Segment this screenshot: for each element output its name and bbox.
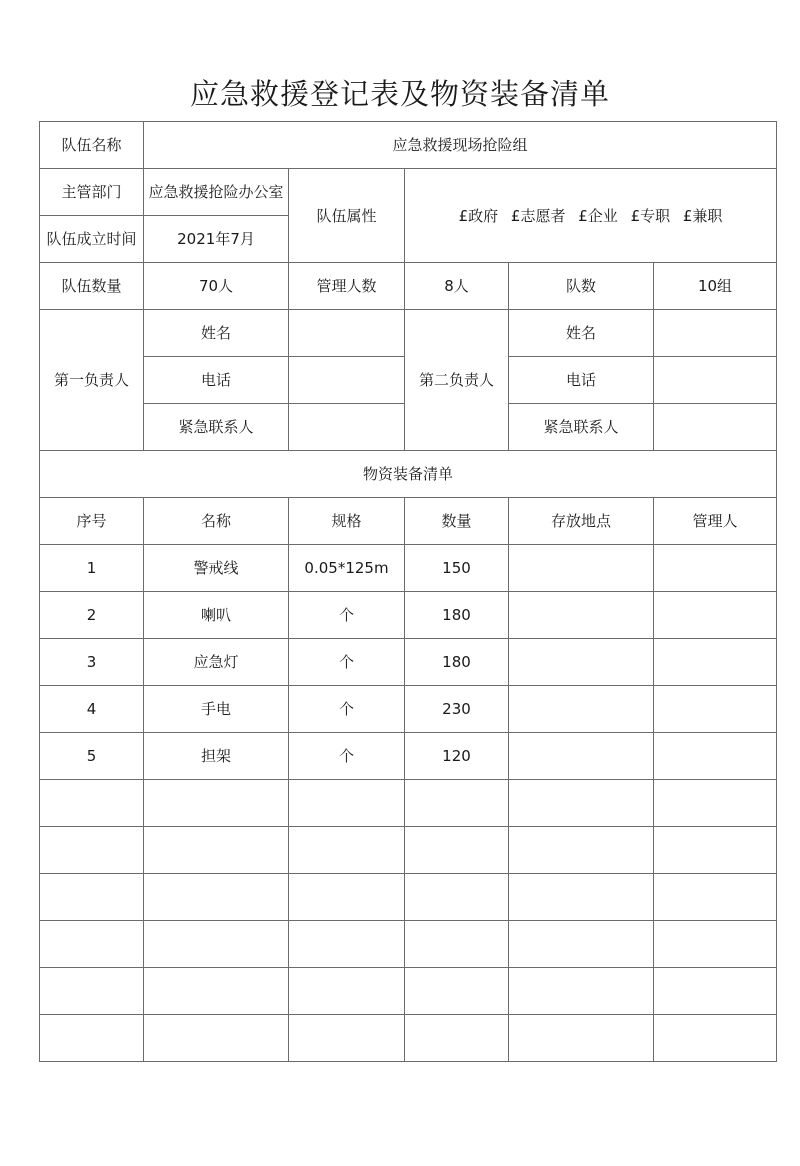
first-leader-name-field[interactable] bbox=[289, 310, 405, 357]
row-location[interactable] bbox=[509, 686, 654, 733]
second-leader-phone-field[interactable] bbox=[654, 357, 777, 404]
row-spec[interactable] bbox=[289, 1015, 405, 1062]
table-row bbox=[40, 639, 777, 686]
row-location[interactable] bbox=[509, 921, 654, 968]
row-no: 5 bbox=[40, 733, 144, 780]
table-row bbox=[40, 921, 777, 968]
table-row bbox=[40, 733, 777, 780]
attr-option-government[interactable]: £政府 bbox=[458, 206, 499, 225]
row-spec: 个 bbox=[289, 592, 405, 639]
row-qty: 180 bbox=[405, 592, 509, 639]
row-name: 手电 bbox=[144, 686, 289, 733]
dept-row bbox=[40, 169, 777, 216]
row-location[interactable] bbox=[509, 780, 654, 827]
dept-value: 应急救援抢险办公室 bbox=[144, 169, 289, 216]
founded-value: 2021年7月 bbox=[144, 216, 289, 263]
row-no[interactable] bbox=[40, 968, 144, 1015]
equipment-header-row bbox=[40, 498, 777, 545]
team-name-label: 队伍名称 bbox=[40, 122, 144, 169]
row-spec: 个 bbox=[289, 733, 405, 780]
team-count-value: 70人 bbox=[144, 263, 289, 310]
row-spec: 个 bbox=[289, 639, 405, 686]
row-no[interactable] bbox=[40, 874, 144, 921]
equipment-title-row bbox=[40, 451, 777, 498]
row-qty[interactable] bbox=[405, 921, 509, 968]
row-location[interactable] bbox=[509, 592, 654, 639]
row-manager[interactable] bbox=[654, 874, 777, 921]
table-row bbox=[40, 545, 777, 592]
first-leader-name-label: 姓名 bbox=[144, 310, 289, 357]
first-leader-emergency-field[interactable] bbox=[289, 404, 405, 451]
second-leader-emergency-field[interactable] bbox=[654, 404, 777, 451]
attr-option-enterprise[interactable]: £企业 bbox=[578, 206, 618, 225]
second-leader-emergency-label: 紧急联系人 bbox=[509, 404, 654, 451]
first-leader-phone-label: 电话 bbox=[144, 357, 289, 404]
second-leader-name-label: 姓名 bbox=[509, 310, 654, 357]
row-spec: 0.05*125m bbox=[289, 545, 405, 592]
row-no: 1 bbox=[40, 545, 144, 592]
row-name[interactable] bbox=[144, 874, 289, 921]
row-spec[interactable] bbox=[289, 874, 405, 921]
first-leader-emergency-label: 紧急联系人 bbox=[144, 404, 289, 451]
row-location[interactable] bbox=[509, 639, 654, 686]
row-name: 应急灯 bbox=[144, 639, 289, 686]
row-qty: 180 bbox=[405, 639, 509, 686]
row-manager[interactable] bbox=[654, 639, 777, 686]
row-qty[interactable] bbox=[405, 968, 509, 1015]
second-leader-label: 第二负责人 bbox=[405, 310, 509, 451]
row-manager[interactable] bbox=[654, 827, 777, 874]
row-no: 2 bbox=[40, 592, 144, 639]
row-manager[interactable] bbox=[654, 545, 777, 592]
team-attr-options bbox=[405, 169, 777, 263]
row-no[interactable] bbox=[40, 780, 144, 827]
row-qty: 150 bbox=[405, 545, 509, 592]
row-qty: 230 bbox=[405, 686, 509, 733]
row-manager[interactable] bbox=[654, 1015, 777, 1062]
row-manager[interactable] bbox=[654, 968, 777, 1015]
row-no[interactable] bbox=[40, 1015, 144, 1062]
row-name[interactable] bbox=[144, 780, 289, 827]
row-qty[interactable] bbox=[405, 874, 509, 921]
row-no: 3 bbox=[40, 639, 144, 686]
page-title: 应急救援登记表及物资装备清单 bbox=[189, 77, 610, 111]
header-location: 存放地点 bbox=[509, 498, 654, 545]
table-row bbox=[40, 1015, 777, 1062]
row-spec[interactable] bbox=[289, 968, 405, 1015]
groups-value: 10组 bbox=[654, 263, 777, 310]
header-spec: 规格 bbox=[289, 498, 405, 545]
table-row bbox=[40, 592, 777, 639]
row-location[interactable] bbox=[509, 827, 654, 874]
founded-label: 队伍成立时间 bbox=[40, 216, 144, 263]
row-location[interactable] bbox=[509, 1015, 654, 1062]
attr-option-parttime[interactable]: £兼职 bbox=[682, 206, 723, 225]
table-row bbox=[40, 968, 777, 1015]
row-location[interactable] bbox=[509, 733, 654, 780]
managers-label: 管理人数 bbox=[289, 263, 405, 310]
second-leader-phone-label: 电话 bbox=[509, 357, 654, 404]
managers-value: 8人 bbox=[405, 263, 509, 310]
row-qty[interactable] bbox=[405, 780, 509, 827]
attr-option-fulltime[interactable]: £专职 bbox=[630, 206, 671, 225]
first-leader-label: 第一负责人 bbox=[40, 310, 144, 451]
equipment-section-title: 物资装备清单 bbox=[40, 451, 777, 498]
row-manager[interactable] bbox=[654, 592, 777, 639]
header-manager: 管理人 bbox=[654, 498, 777, 545]
row-spec[interactable] bbox=[289, 780, 405, 827]
second-leader-name-field[interactable] bbox=[654, 310, 777, 357]
team-attr-label: 队伍属性 bbox=[289, 169, 405, 263]
row-location[interactable] bbox=[509, 968, 654, 1015]
table-row bbox=[40, 686, 777, 733]
row-manager[interactable] bbox=[654, 921, 777, 968]
row-spec[interactable] bbox=[289, 827, 405, 874]
row-spec[interactable] bbox=[289, 921, 405, 968]
row-name[interactable] bbox=[144, 921, 289, 968]
attr-option-volunteer[interactable]: £志愿者 bbox=[510, 206, 566, 225]
team-count-label: 队伍数量 bbox=[40, 263, 144, 310]
row-qty[interactable] bbox=[405, 1015, 509, 1062]
row-name[interactable] bbox=[144, 968, 289, 1015]
table-row bbox=[40, 780, 777, 827]
row-name[interactable] bbox=[144, 1015, 289, 1062]
row-no[interactable] bbox=[40, 921, 144, 968]
leader-name-row bbox=[40, 310, 777, 357]
first-leader-phone-field[interactable] bbox=[289, 357, 405, 404]
row-manager[interactable] bbox=[654, 686, 777, 733]
row-name: 警戒线 bbox=[144, 545, 289, 592]
team-name-value: 应急救援现场抢险组 bbox=[144, 122, 777, 169]
header-qty: 数量 bbox=[405, 498, 509, 545]
row-no: 4 bbox=[40, 686, 144, 733]
table-row bbox=[40, 874, 777, 921]
row-manager[interactable] bbox=[654, 780, 777, 827]
row-qty[interactable] bbox=[405, 827, 509, 874]
row-location[interactable] bbox=[509, 874, 654, 921]
table-row bbox=[40, 827, 777, 874]
header-no: 序号 bbox=[40, 498, 144, 545]
row-qty: 120 bbox=[405, 733, 509, 780]
groups-label: 队数 bbox=[509, 263, 654, 310]
row-no[interactable] bbox=[40, 827, 144, 874]
team-name-row bbox=[40, 122, 777, 169]
dept-label: 主管部门 bbox=[40, 169, 144, 216]
row-name: 喇叭 bbox=[144, 592, 289, 639]
row-name[interactable] bbox=[144, 827, 289, 874]
row-name: 担架 bbox=[144, 733, 289, 780]
count-row bbox=[40, 263, 777, 310]
registration-form bbox=[39, 121, 777, 1062]
row-manager[interactable] bbox=[654, 733, 777, 780]
header-name: 名称 bbox=[144, 498, 289, 545]
row-spec: 个 bbox=[289, 686, 405, 733]
row-location[interactable] bbox=[509, 545, 654, 592]
